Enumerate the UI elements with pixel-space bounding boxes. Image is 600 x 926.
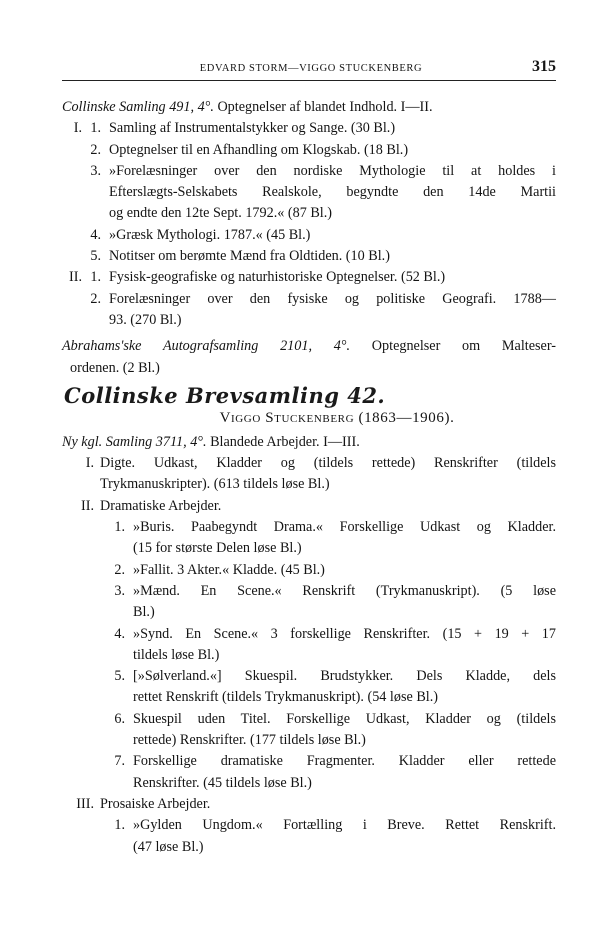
- item-text: Forelæsninger over den fysiske og politiske Geografi. 1788—: [109, 290, 556, 307]
- item-text: Samling af Instrumentalstykker og Sange. (30 Bl.): [109, 120, 396, 137]
- page-body: [62, 97, 556, 858]
- item-text: Notitser om berømte Mænd fra Oldtiden. (10 Bl.): [109, 248, 390, 265]
- catalogue-item: [62, 624, 556, 667]
- item-text: (15 for største Delen løse Bl.): [133, 540, 302, 557]
- item-text: Fysisk-geografiske og naturhistoriske Optegnelser. (52 Bl.): [109, 269, 446, 286]
- section-label: III.: [76, 795, 94, 812]
- catalogue-item: [62, 289, 556, 332]
- collection-line: [62, 336, 556, 357]
- item-line: [133, 602, 556, 623]
- section-text: Prosaiske Arbejder.: [100, 795, 211, 812]
- item-number: 2.: [90, 141, 101, 158]
- catalogue-item: [62, 140, 556, 161]
- item-text: Forskellige dramatiske Fragmenter. Kladder eller rettede: [133, 753, 556, 770]
- item-text: »Gylden Ungdom.« Fortælling i Breve. Rettet Renskrift.: [133, 817, 556, 834]
- item-text: »Mænd. En Scene.« Renskrift (Trykmanuskript). (5 løse: [133, 582, 556, 599]
- item-line: [133, 645, 556, 666]
- item-line: [133, 730, 556, 751]
- section: [62, 453, 556, 496]
- catalogue-item: [62, 709, 556, 752]
- item-line: [109, 246, 556, 267]
- item-line: [109, 203, 556, 224]
- item-line: [133, 666, 556, 687]
- item-line: [109, 161, 556, 182]
- item-text: Skuespil uden Titel. Forskellige Udkast, Kladder og (tildels: [133, 710, 556, 727]
- section-label: II.: [69, 269, 82, 286]
- catalogue-item: [62, 751, 556, 794]
- item-line: [109, 289, 556, 310]
- item-line: [109, 118, 556, 139]
- item-line: [133, 517, 556, 538]
- item-text: rettet Renskrift (tildels Trykmanuskript). (54 løse Bl.): [133, 689, 439, 706]
- page-header: [62, 58, 556, 81]
- item-text: 93. (270 Bl.): [109, 311, 182, 328]
- section-line: [100, 496, 556, 517]
- item-number: 5.: [114, 668, 125, 685]
- item-text: »Fallit. 3 Akter.« Kladde. (45 Bl.): [133, 561, 325, 578]
- catalogue-item: [62, 666, 556, 709]
- catalogue-item: [62, 815, 556, 858]
- collection-line: [62, 432, 556, 453]
- item-number: 4.: [114, 625, 125, 642]
- section-label: II.: [81, 497, 94, 514]
- item-line: [109, 182, 556, 203]
- item-text: »Synd. En Scene.« 3 forskellige Renskrifter. (15 + 19 + 17: [133, 625, 556, 642]
- item-line: [133, 773, 556, 794]
- item-line: [109, 267, 556, 288]
- collection-line: [70, 358, 556, 379]
- section: [62, 496, 556, 517]
- item-text: »Græsk Mythologi. 1787.« (45 Bl.): [109, 226, 311, 243]
- catalogue-item: [62, 246, 556, 267]
- catalogue-item: [62, 267, 556, 288]
- item-line: [133, 837, 556, 858]
- item-text: Efterslægts-Selskabets Realskole, begyndte den 14de Martii: [109, 184, 556, 201]
- item-text: »Buris. Paabegyndt Drama.« Forskellige Udkast og Kladder.: [133, 519, 556, 536]
- collection-line: [62, 97, 556, 118]
- handwritten-note: Collinske Brevsamling 42.: [64, 382, 386, 408]
- section-line: [100, 453, 556, 474]
- item-number: 1.: [90, 120, 101, 137]
- item-text: Optegnelser til en Afhandling om Klogskab. (18 Bl.): [109, 141, 409, 158]
- item-line: [109, 140, 556, 161]
- item-line: [133, 709, 556, 730]
- catalogue-item: [62, 581, 556, 624]
- item-line: [133, 815, 556, 836]
- section-label: I.: [73, 120, 82, 137]
- item-number: 3.: [90, 162, 101, 179]
- collection-name: Collinske Samling 491, 4°.: [62, 99, 214, 115]
- item-line: [133, 560, 556, 581]
- section-label: I.: [85, 455, 94, 472]
- item-line: [109, 310, 556, 331]
- collection-description: Blandede Arbejder. I—III.: [210, 433, 360, 450]
- item-number: 7.: [114, 753, 125, 770]
- item-number: 1.: [114, 817, 125, 834]
- item-number: 4.: [90, 226, 101, 243]
- item-line: [133, 687, 556, 708]
- item-text: Bl.): [133, 604, 155, 621]
- catalogue-item: [62, 560, 556, 581]
- catalogue-item: [62, 118, 556, 139]
- item-line: [109, 225, 556, 246]
- running-head: EDVARD STORM—VIGGO STUCKENBERG: [199, 63, 423, 74]
- item-number: 1.: [90, 269, 101, 286]
- catalogue-item: [62, 225, 556, 246]
- item-number: 6.: [114, 710, 125, 727]
- page-number: 315: [532, 58, 556, 75]
- catalogue-item: [62, 161, 556, 225]
- section-text: Trykmanuskripter). (613 tildels løse Bl.): [100, 476, 330, 493]
- item-number: 5.: [90, 248, 101, 265]
- section-text: Digte. Udkast, Kladder og (tildels rettede) Renskrifter (tildels: [100, 455, 556, 472]
- item-text: rettede) Renskrifter. (177 tildels løse Bl.): [133, 732, 366, 749]
- item-line: [133, 624, 556, 645]
- collection-description: Optegnelser af blandet Indhold. I—II.: [217, 99, 433, 115]
- item-text: og endte den 12te Sept. 1792.« (87 Bl.): [109, 205, 333, 222]
- collection-description: Optegnelser om Malteser-: [371, 338, 556, 355]
- item-text: »Forelæsninger over den nordiske Mythologie til at holdes i: [109, 162, 556, 179]
- section: [62, 794, 556, 815]
- item-number: 3.: [114, 582, 125, 599]
- item-line: [133, 581, 556, 602]
- catalogue-item: [62, 517, 556, 560]
- item-text: tildels løse Bl.): [133, 646, 220, 663]
- collection-name: Ny kgl. Samling 3711, 4°.: [62, 433, 207, 450]
- section-text: Dramatiske Arbejder.: [100, 497, 222, 514]
- item-number: 1.: [114, 519, 125, 536]
- item-number: 2.: [90, 290, 101, 307]
- book-page: [62, 58, 556, 858]
- item-text: Renskrifter. (45 tildels løse Bl.): [133, 774, 312, 791]
- item-line: [133, 538, 556, 559]
- collection-name: Abrahams'ske Autografsamling 2101, 4°.: [62, 338, 351, 355]
- item-number: 2.: [114, 561, 125, 578]
- item-text: (47 løse Bl.): [133, 838, 204, 855]
- item-text: [»Sølverland.«] Skuespil. Brudstykker. Dels Kladde, dels: [133, 668, 556, 685]
- item-line: [133, 751, 556, 772]
- author-heading: Viggo Stuckenberg (1863—1906).: [219, 409, 455, 426]
- collection-description: ordenen. (2 Bl.): [70, 359, 160, 376]
- section-line: [100, 794, 556, 815]
- section-line: [100, 474, 556, 495]
